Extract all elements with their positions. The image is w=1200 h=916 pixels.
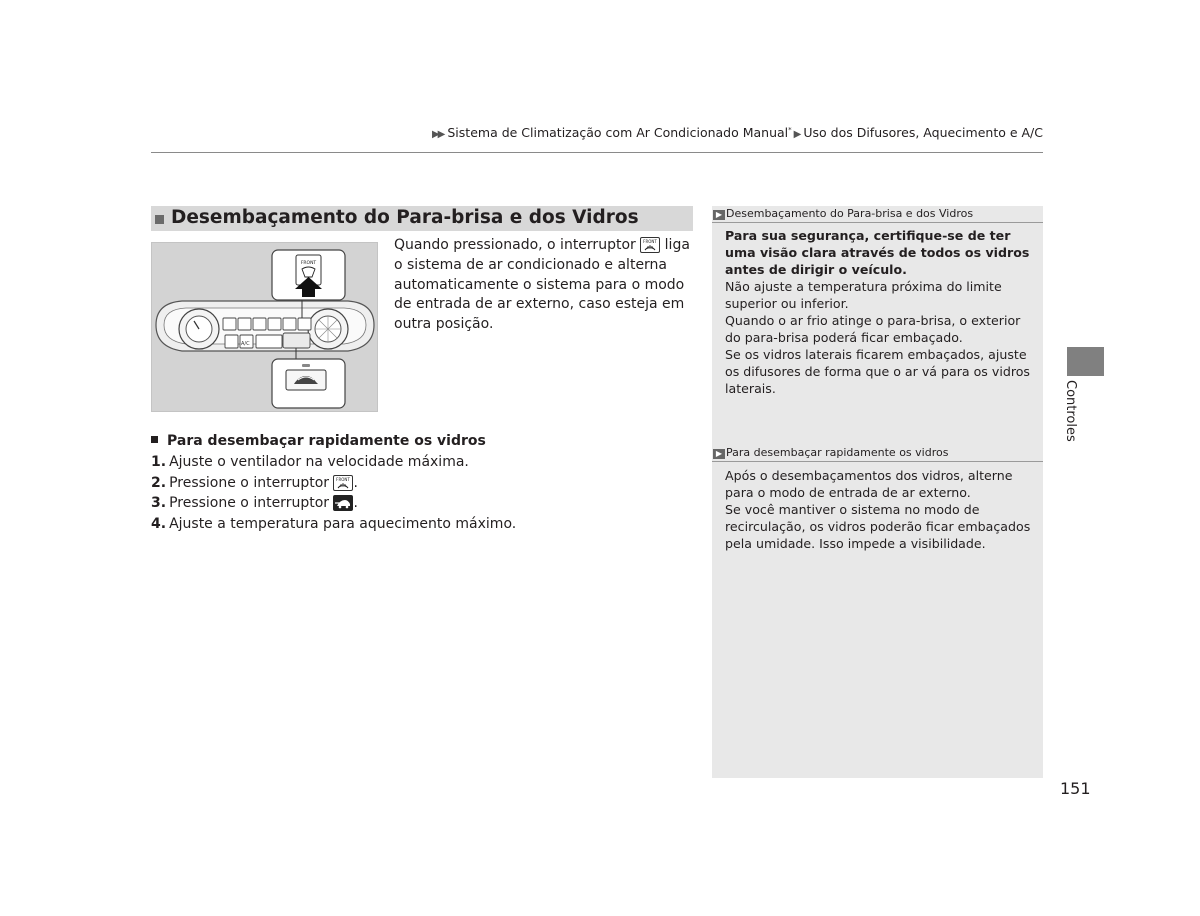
breadcrumb-part2: Uso dos Difusores, Aquecimento e A/C [803, 125, 1043, 140]
subsection-marker-icon [151, 436, 158, 443]
step-1 [151, 452, 691, 473]
step-number: 4. [151, 516, 167, 533]
breadcrumb-asterisk: * [788, 125, 792, 134]
step-text: Ajuste a temperatura para aquecimento máximo. [169, 516, 517, 533]
section-heading [151, 206, 693, 231]
step-text: Ajuste o ventilador na velocidade máxima. [169, 454, 469, 470]
section-title: Desembaçamento do Para-brisa e dos Vidros [171, 207, 639, 228]
note-arrow-icon: ▶ [713, 449, 725, 459]
intro-text-a: Quando pressionado, o interruptor [394, 237, 636, 253]
climate-panel-illustration [151, 242, 378, 412]
note-arrow-icon: ▶ [713, 210, 725, 220]
note1-line: Quando o ar frio atinge o para-brisa, o exterior do para-brisa poderá ficar embaçado. [725, 313, 1021, 345]
step-number: 2. [151, 474, 167, 491]
note1-heading-text: Desembaçamento do Para-brisa e dos Vidros [726, 207, 974, 220]
breadcrumb-arrow-icon: ▶ [793, 129, 802, 140]
front-button-label: FRONT [300, 261, 317, 266]
page-number: 151 [1060, 779, 1091, 798]
note2-heading-text: Para desembaçar rapidamente os vidros [726, 446, 949, 459]
note2-heading [712, 445, 1043, 462]
intro-paragraph [394, 236, 694, 335]
intro-text-b: liga o sistema de ar condicionado e alterna automaticamente o sistema para o modo de entrada de ar externo, caso esteja em outra posição. [394, 237, 690, 333]
step-suffix: . [353, 474, 358, 491]
note1-heading [712, 206, 1043, 223]
note1-body [725, 227, 1037, 397]
step-number: 1. [151, 454, 167, 470]
ac-button-label: A/C [241, 341, 250, 347]
front-defroster-icon [333, 475, 353, 491]
step-suffix: . [353, 495, 358, 512]
note2-body [725, 467, 1037, 552]
breadcrumb-part1: Sistema de Climatização com Ar Condicionado Manual [447, 125, 789, 140]
front-defroster-icon [640, 237, 660, 253]
section-marker-icon [155, 215, 164, 224]
notes-sidebar [712, 206, 1043, 778]
step-number: 3. [151, 495, 167, 512]
breadcrumb-arrow-icon: ▶▶ [431, 129, 444, 140]
quick-defog-steps [151, 452, 691, 535]
note1-line: Se os vidros laterais ficarem embaçados, ajuste os difusores de forma que o ar vá para os vidros laterais. [725, 347, 1030, 396]
chapter-tab [1067, 347, 1104, 376]
note2-line: Se você mantiver o sistema no modo de recirculação, os vidros poderão ficar embaçados pela umidade. Isso impede a visibilidade. [725, 502, 1031, 551]
chapter-tab-label [1063, 380, 1088, 442]
breadcrumb [432, 125, 1043, 140]
chapter-tab-text: Controles [1063, 380, 1078, 442]
note2-line: Após o desembaçamentos dos vidros, alterne para o modo de entrada de ar externo. [725, 468, 1013, 500]
step-text: Pressione o interruptor [169, 474, 330, 491]
header-divider [151, 152, 1043, 153]
step-2 [151, 473, 691, 494]
note1-line: Não ajuste a temperatura próxima do limite superior ou inferior. [725, 279, 1002, 311]
svg-text:FRONT: FRONT [336, 476, 351, 482]
fresh-air-mode-icon [333, 495, 353, 511]
svg-text:FRONT: FRONT [643, 239, 658, 244]
step-text: Pressione o interruptor [169, 495, 330, 512]
safety-warning: Para sua segurança, certifique-se de ter uma visão clara através de todos os vidros antes de dirigir o veículo. [725, 228, 1030, 277]
quick-defog-heading [151, 433, 486, 449]
quick-defog-title: Para desembaçar rapidamente os vidros [167, 433, 486, 449]
step-4 [151, 514, 691, 535]
step-3 [151, 493, 691, 514]
climate-panel-drawing [152, 243, 378, 412]
